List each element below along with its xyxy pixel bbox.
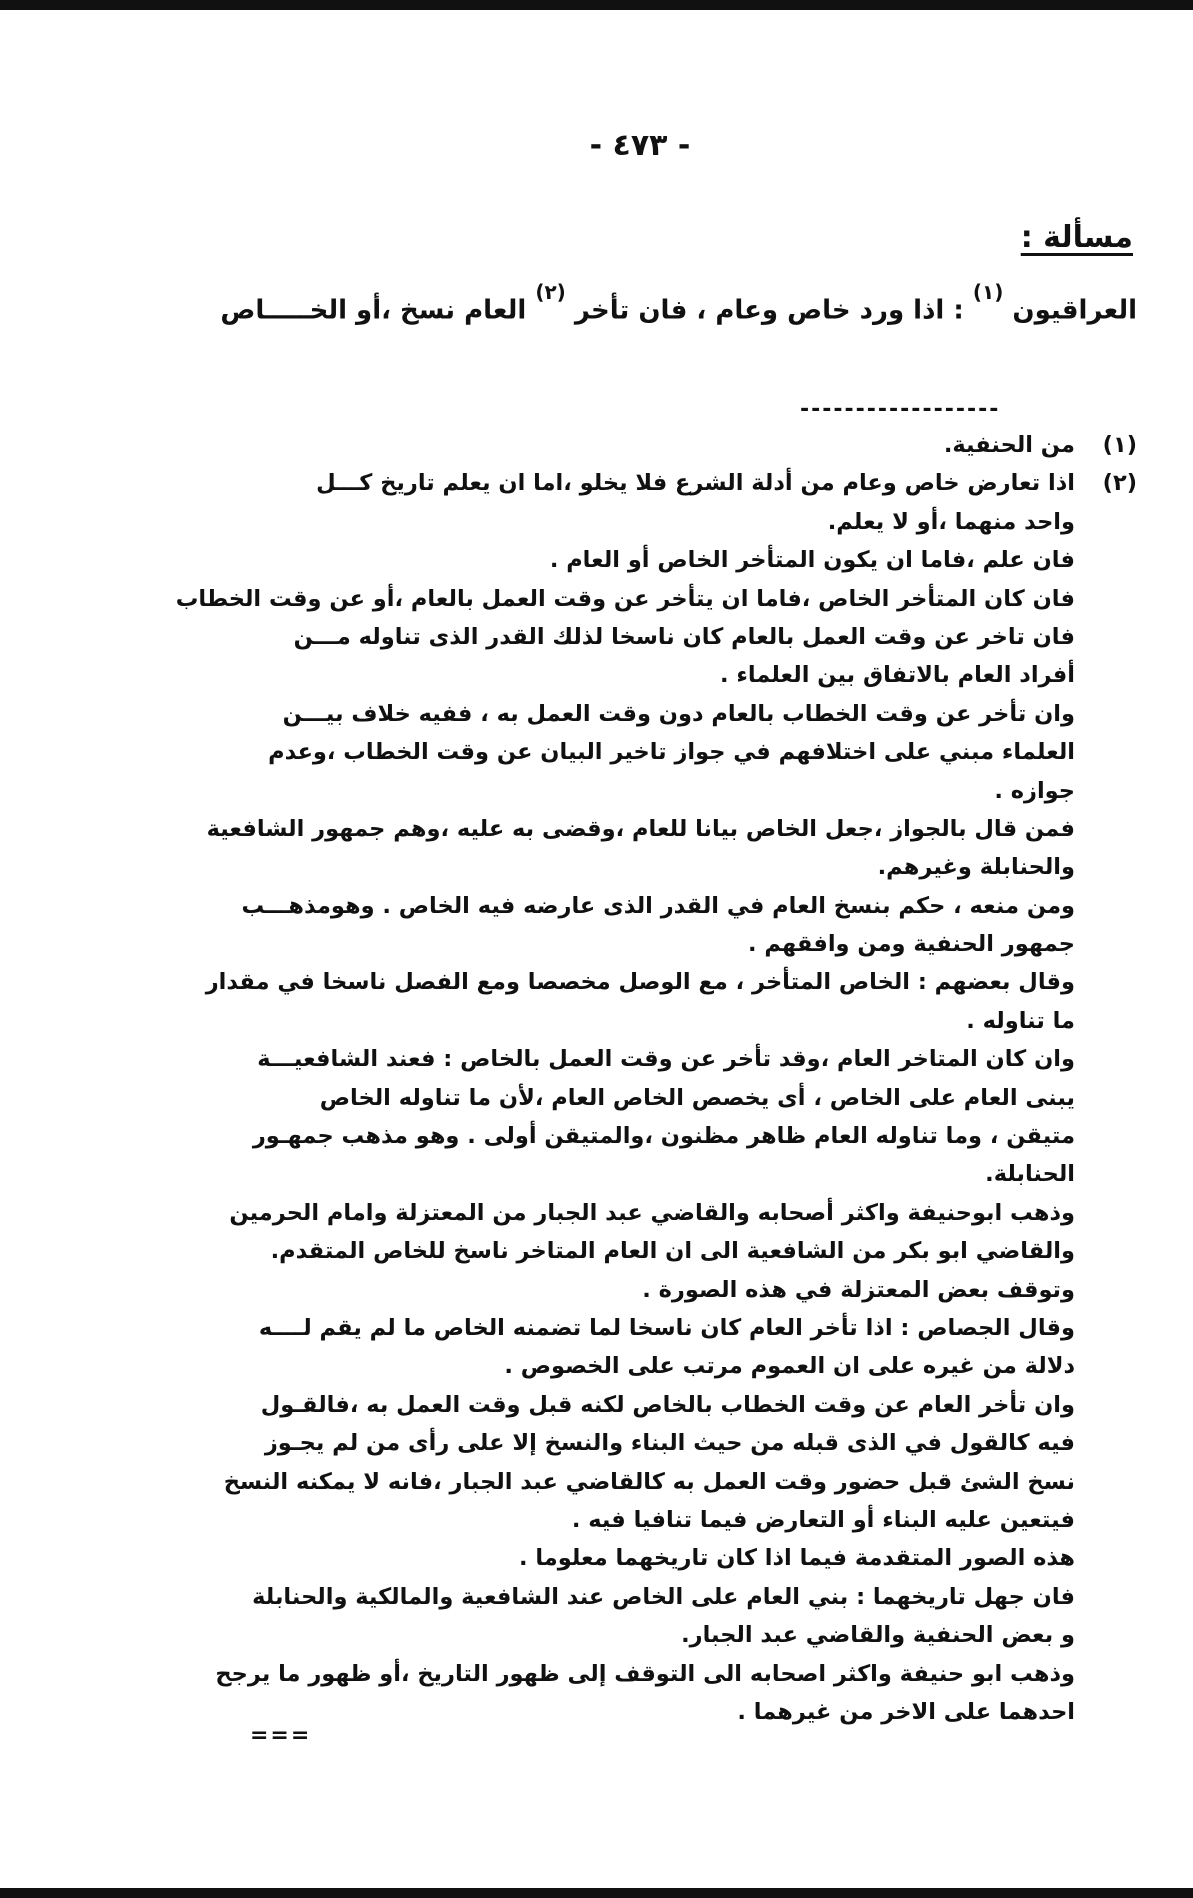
footnote-line: ما تناوله . xyxy=(966,1007,1075,1034)
footnote-line: والحنابلة وغيرهم. xyxy=(877,854,1075,881)
footnote-body xyxy=(57,426,1075,464)
footnote-line: جمهور الحنفية ومن وافقهم . xyxy=(748,931,1075,958)
scan-border-top xyxy=(0,0,1193,10)
footnote-line: متيقن ، وما تناوله العام ظاهر مظنون ،والمتيقن أولى . وهو مذهب جمهـور xyxy=(252,1123,1075,1150)
main-text-b: : اذا ورد خاص وعام ، فان تأخر xyxy=(574,295,964,326)
footnote-line: جوازه . xyxy=(994,777,1075,804)
footnote-line: فمن قال بالجواز ،جعل الخاص بيانا للعام ،وقضى به عليه ،وهم جمهور الشافعية xyxy=(206,815,1075,842)
footnote-line: وان تأخر عن وقت الخطاب بالعام دون وقت العمل به ، ففيه خلاف بيـــن xyxy=(282,700,1075,727)
footnote-line: فيتعين عليه البناء أو التعارض فيما تنافيا فيه . xyxy=(571,1506,1075,1533)
main-text-c: العام نسخ ،أو الخـــــاص xyxy=(220,295,527,326)
footnote-line: وقال بعضهم : الخاص المتأخر ، مع الوصل مخصصا ومع الفصل ناسخا في مقدار xyxy=(205,969,1075,996)
footnote-line: أفراد العام بالاتفاق بين العلماء . xyxy=(719,662,1075,689)
footnote-line: وتوقف بعض المعتزلة في هذه الصورة . xyxy=(642,1276,1075,1303)
footnote-line: فان كان المتأخر الخاص ،فاما ان يتأخر عن وقت العمل بالعام ،أو عن وقت الخطاب xyxy=(175,585,1075,612)
footnote-line: والقاضي ابو بكر من الشافعية الى ان العام المتاخر ناسخ للخاص المتقدم. xyxy=(270,1238,1075,1265)
footnote-line: فان تاخر عن وقت العمل بالعام كان ناسخا لذلك القدر الذى تناوله مـــن xyxy=(293,623,1075,650)
footnote-ref-1: (١) xyxy=(972,280,1004,304)
main-text-line xyxy=(137,280,1137,326)
footnote-line: دلالة من غيره على ان العموم مرتب على الخصوص . xyxy=(504,1353,1075,1380)
footnote-line: فان جهل تاريخهما : بني العام على الخاص عند الشافعية والمالكية والحنابلة xyxy=(252,1583,1075,1610)
footnote-line: احدهما على الاخر من غيرهما . xyxy=(737,1698,1075,1725)
scan-border-bottom xyxy=(0,1888,1193,1898)
footnote-body xyxy=(57,464,1075,1731)
main-text-a: العراقيون xyxy=(1012,295,1137,326)
footnote-2 xyxy=(57,464,1137,1731)
footnote-line: هذه الصور المتقدمة فيما اذا كان تاريخهما معلوما . xyxy=(518,1545,1075,1572)
footnote-number: (٢) xyxy=(1102,470,1137,497)
footnote-line: الحنابلة. xyxy=(985,1161,1075,1188)
page-number: - ٤٧٣ - xyxy=(589,128,691,163)
section-heading: مسألة : xyxy=(1020,220,1133,255)
footnote-1 xyxy=(57,426,1137,464)
footnote-number: (١) xyxy=(1102,432,1137,458)
footnote-line: ومن منعه ، حكم بنسخ العام في القدر الذى عارضه فيه الخاص . وهومذهـــب xyxy=(241,892,1075,919)
end-mark: === xyxy=(250,1723,312,1748)
footnote-line: اذا تعارض خاص وعام من أدلة الشرع فلا يخلو ،اما ان يعلم تاريخ كـــل xyxy=(316,470,1075,497)
footnote-line: وان تأخر العام عن وقت الخطاب بالخاص لكنه قبل وقت العمل به ،فالقـول xyxy=(260,1391,1075,1418)
footnote-line: نسخ الشئ قبل حضور وقت العمل به كالقاضي عبد الجبار ،فانه لا يمكنه النسخ xyxy=(223,1468,1075,1495)
footnote-line: وقال الجصاص : اذا تأخر العام كان ناسخا لما تضمنه الخاص ما لم يقم لــــه xyxy=(258,1315,1075,1341)
footnote-separator: ------------------ xyxy=(800,397,1001,422)
footnote-ref-2: (٢) xyxy=(535,280,566,304)
footnote-line: يبنى العام على الخاص ، أى يخصص الخاص العام ،لأن ما تناوله الخاص xyxy=(319,1084,1075,1111)
footnote-line: واحد منهما ،أو لا يعلم. xyxy=(827,508,1075,535)
footnote-line: فيه كالقول في الذى قبله من حيث البناء والنسخ إلا على رأى من لم يجـوز xyxy=(264,1430,1075,1457)
footnote-line: و بعض الحنفية والقاضي عبد الجبار. xyxy=(681,1622,1075,1649)
footnote-line: من الحنفية. xyxy=(943,432,1075,458)
footnote-line: العلماء مبني على اختلافهم في جواز تاخير البيان عن وقت الخطاب ،وعدم xyxy=(268,739,1075,766)
footnote-line: وذهب ابوحنيفة واكثر أصحابه والقاضي عبد الجبار من المعتزلة وامام الحرمين xyxy=(229,1199,1075,1226)
footnotes xyxy=(57,426,1137,1731)
footnote-line: وان كان المتاخر العام ،وقد تأخر عن وقت العمل بالخاص : فعند الشافعيـــة xyxy=(257,1046,1075,1073)
footnote-line: فان علم ،فاما ان يكون المتأخر الخاص أو العام . xyxy=(549,547,1075,574)
footnote-line: وذهب ابو حنيفة واكثر اصحابه الى التوقف إلى ظهور التاريخ ،أو ظهور ما يرجح xyxy=(215,1660,1075,1687)
